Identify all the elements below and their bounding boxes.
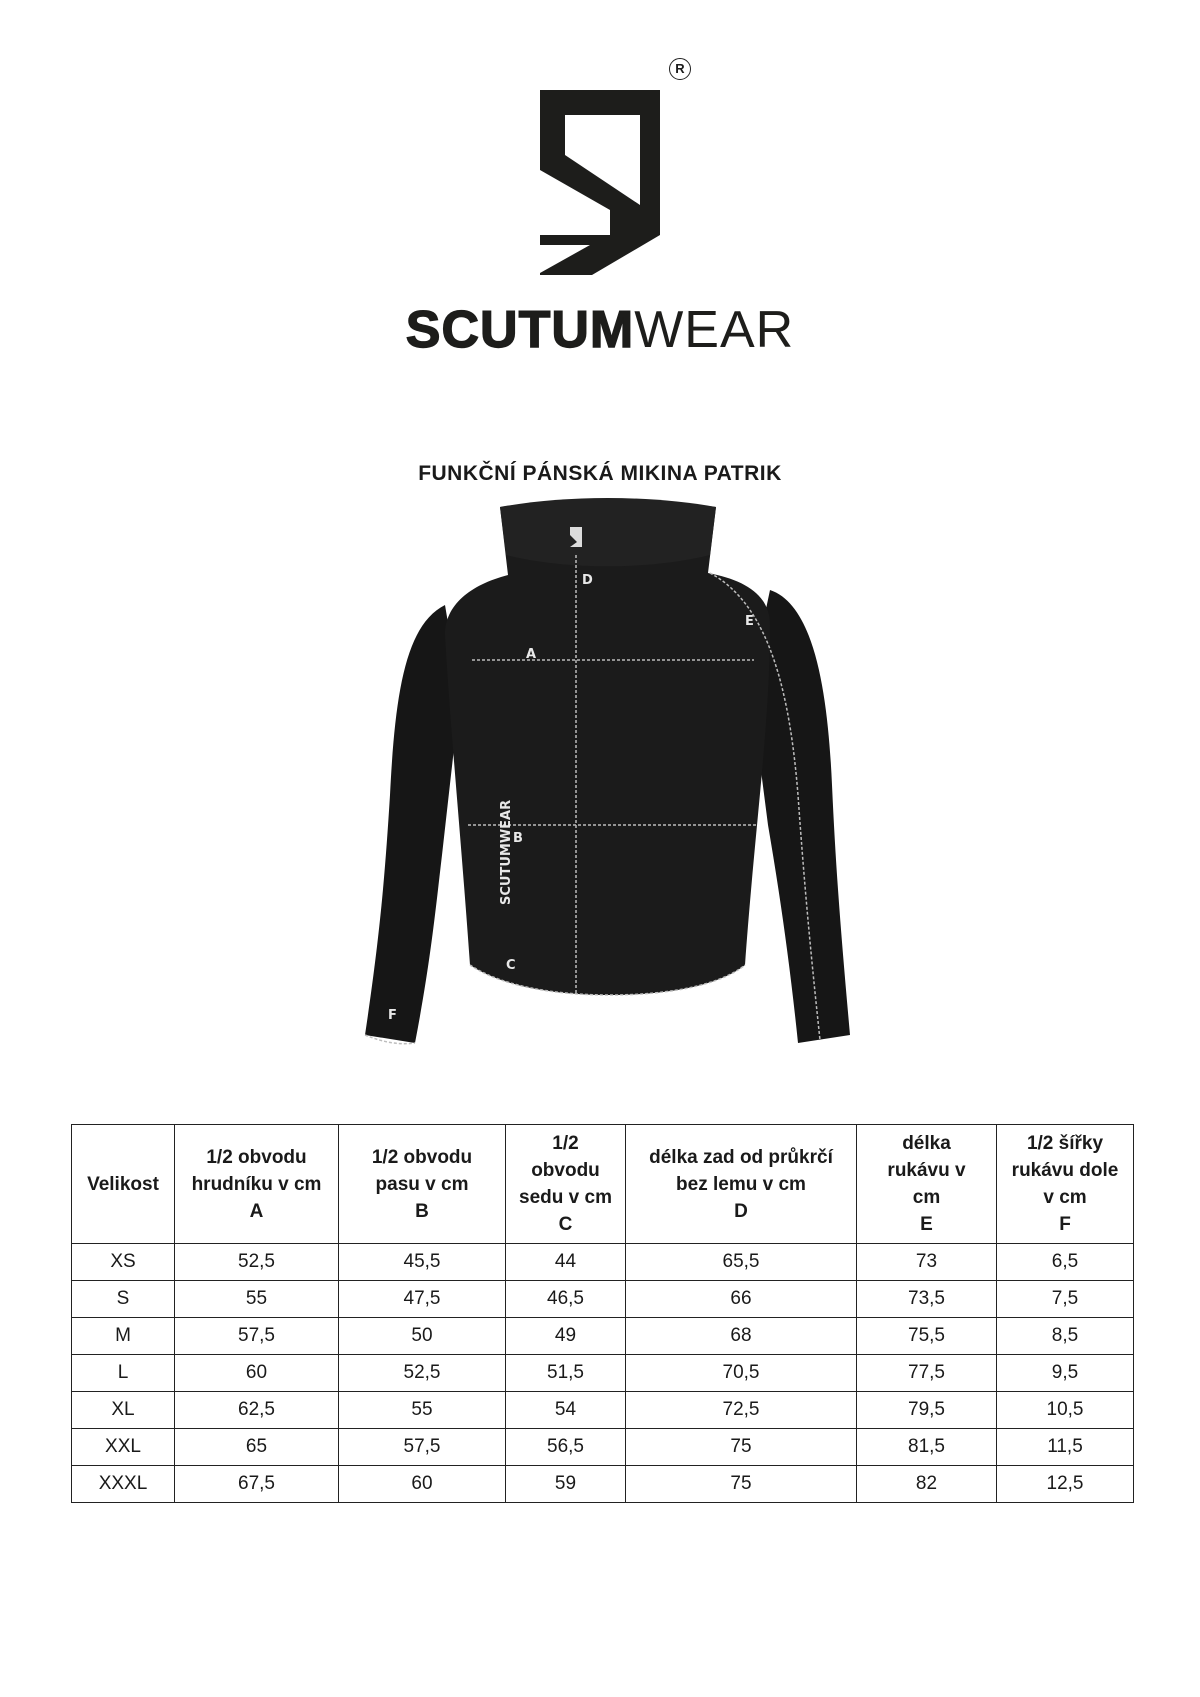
measurement-cell: 51,5 xyxy=(506,1355,626,1392)
label-e: E xyxy=(745,614,754,629)
column-header xyxy=(857,1125,997,1244)
size-label-cell: S xyxy=(72,1281,175,1318)
column-header xyxy=(339,1125,506,1244)
column-header-line: 1/2 obvodu xyxy=(206,1146,307,1168)
measurement-cell: 73,5 xyxy=(857,1281,997,1318)
size-label-cell: M xyxy=(72,1318,175,1355)
table-row xyxy=(72,1244,1134,1281)
table-row xyxy=(72,1355,1134,1392)
size-table-header-row xyxy=(72,1125,1134,1244)
measurement-cell: 60 xyxy=(175,1355,339,1392)
measurement-cell: 62,5 xyxy=(175,1392,339,1429)
column-header-line: F xyxy=(1059,1214,1071,1235)
measurement-cell: 52,5 xyxy=(175,1244,339,1281)
jacket-collar xyxy=(500,498,716,566)
column-header-line: E xyxy=(920,1214,933,1235)
measurement-cell: 7,5 xyxy=(997,1281,1134,1318)
measurement-cell: 81,5 xyxy=(857,1429,997,1466)
measurement-cell: 57,5 xyxy=(175,1318,339,1355)
column-header xyxy=(626,1125,857,1244)
label-f: F xyxy=(388,1008,397,1023)
jacket-measurement-diagram xyxy=(350,495,870,1065)
measurement-cell: 79,5 xyxy=(857,1392,997,1429)
hem-brand-print: SCUTUMWEAR xyxy=(499,799,514,905)
label-a: A xyxy=(526,647,537,662)
measurement-cell: 59 xyxy=(506,1466,626,1503)
column-header-line: 1/2 šířky xyxy=(1026,1133,1104,1154)
table-row xyxy=(72,1318,1134,1355)
column-header xyxy=(506,1125,626,1244)
measurement-cell: 11,5 xyxy=(997,1429,1134,1466)
brand-name-light: WEAR xyxy=(634,301,795,359)
column-header-line: cm xyxy=(912,1187,941,1208)
measurement-cell: 73 xyxy=(857,1244,997,1281)
measurement-cell: 46,5 xyxy=(506,1281,626,1318)
scutumwear-logo-icon xyxy=(540,60,690,275)
column-header-line: v cm xyxy=(1043,1187,1087,1208)
measurement-cell: 47,5 xyxy=(339,1281,506,1318)
product-title: FUNKČNÍ PÁNSKÁ MIKINA PATRIK xyxy=(418,462,782,485)
column-header-line: hrudníku v cm xyxy=(191,1173,322,1195)
measurement-cell: 65 xyxy=(175,1429,339,1466)
measurement-cell: 57,5 xyxy=(339,1429,506,1466)
column-header-line: sedu v cm xyxy=(519,1187,612,1208)
measurement-cell: 75,5 xyxy=(857,1318,997,1355)
size-label-cell: XS xyxy=(72,1244,175,1281)
column-header-line: 1/2 obvodu xyxy=(371,1146,473,1168)
column-header-line: rukávu dole xyxy=(1011,1160,1119,1181)
column-header-line: D xyxy=(734,1200,748,1222)
table-row xyxy=(72,1429,1134,1466)
size-label-cell: XL xyxy=(72,1392,175,1429)
measurement-cell: 77,5 xyxy=(857,1355,997,1392)
jacket-body xyxy=(445,500,770,996)
measurement-cell: 70,5 xyxy=(626,1355,857,1392)
measurement-cell: 75 xyxy=(626,1429,857,1466)
measurement-cell: 10,5 xyxy=(997,1392,1134,1429)
column-header-line: rukávu v xyxy=(887,1160,966,1181)
column-header-line: C xyxy=(558,1214,573,1235)
measurement-cell: 72,5 xyxy=(626,1392,857,1429)
measurement-cell: 82 xyxy=(857,1466,997,1503)
table-row xyxy=(72,1392,1134,1429)
column-header-line: 1/2 xyxy=(552,1133,579,1154)
measurement-cell: 75 xyxy=(626,1466,857,1503)
measurement-cell: 49 xyxy=(506,1318,626,1355)
brand-name-bold: SCUTUM xyxy=(405,301,635,359)
brand-wordmark xyxy=(0,301,1200,359)
column-header xyxy=(997,1125,1134,1244)
measurement-cell: 6,5 xyxy=(997,1244,1134,1281)
column-header-line: délka zad od průkrčí xyxy=(649,1146,833,1168)
measurement-cell: 45,5 xyxy=(339,1244,506,1281)
column-header-line: obvodu xyxy=(531,1160,600,1181)
registered-trademark-icon: R xyxy=(669,58,691,80)
measurement-cell: 52,5 xyxy=(339,1355,506,1392)
left-sleeve xyxy=(365,605,460,1043)
column-header-line: délka xyxy=(902,1133,951,1154)
size-table xyxy=(71,1124,1134,1503)
column-header xyxy=(175,1125,339,1244)
label-b: B xyxy=(513,831,523,846)
size-label-cell: XXL xyxy=(72,1429,175,1466)
measurement-cell: 44 xyxy=(506,1244,626,1281)
measurement-cell: 65,5 xyxy=(626,1244,857,1281)
measurement-cell: 50 xyxy=(339,1318,506,1355)
table-row xyxy=(72,1281,1134,1318)
measurement-cell: 56,5 xyxy=(506,1429,626,1466)
size-table-body xyxy=(72,1244,1134,1503)
measurement-cell: 8,5 xyxy=(997,1318,1134,1355)
measurement-cell: 67,5 xyxy=(175,1466,339,1503)
measurement-cell: 9,5 xyxy=(997,1355,1134,1392)
size-label-cell: XXXL xyxy=(72,1466,175,1503)
measurement-cell: 54 xyxy=(506,1392,626,1429)
column-header-line: Velikost xyxy=(87,1173,159,1195)
measurement-cell: 60 xyxy=(339,1466,506,1503)
measurement-cell: 12,5 xyxy=(997,1466,1134,1503)
measurement-cell: 55 xyxy=(175,1281,339,1318)
table-row xyxy=(72,1466,1134,1503)
size-label-cell: L xyxy=(72,1355,175,1392)
column-header-line: pasu v cm xyxy=(375,1173,469,1195)
column-header-line: bez lemu v cm xyxy=(676,1173,806,1195)
column-header-line: B xyxy=(415,1200,429,1222)
label-d: D xyxy=(582,573,593,588)
column-header xyxy=(72,1125,175,1244)
measurement-cell: 55 xyxy=(339,1392,506,1429)
measurement-cell: 66 xyxy=(626,1281,857,1318)
measurement-cell: 68 xyxy=(626,1318,857,1355)
label-c: C xyxy=(506,958,516,973)
column-header-line: A xyxy=(249,1200,264,1222)
